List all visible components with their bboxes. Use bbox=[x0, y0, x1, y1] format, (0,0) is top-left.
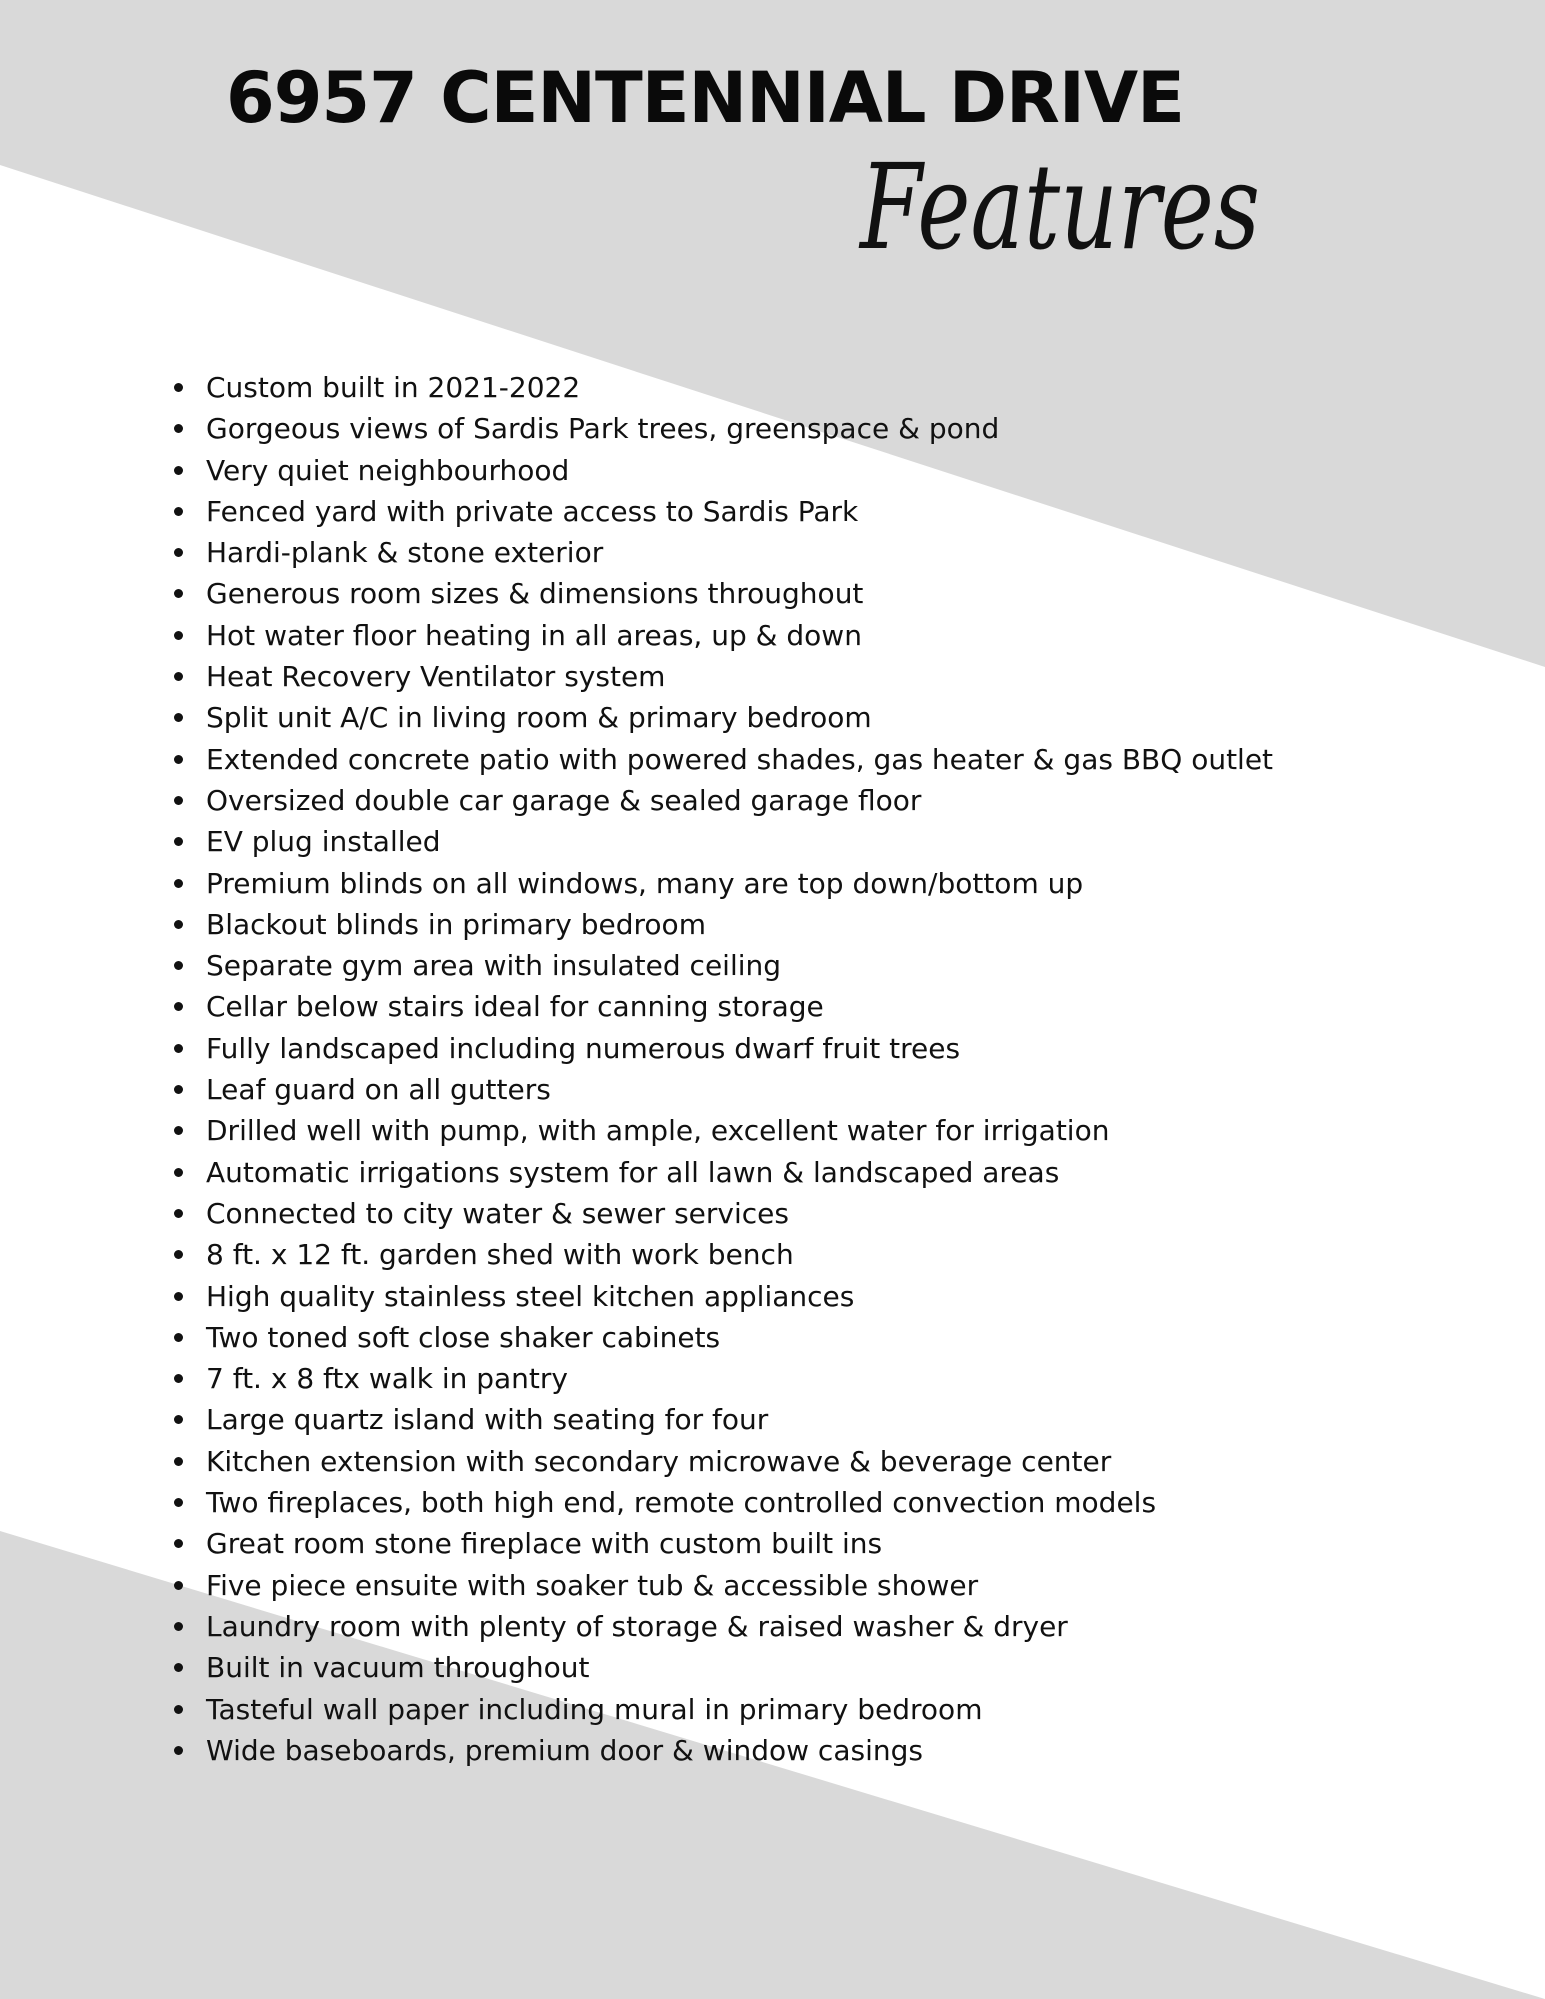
feature-text: Leaf guard on all gutters bbox=[206, 1073, 551, 1107]
feature-text: Tasteful wall paper including mural in primary bedroom bbox=[206, 1692, 983, 1726]
feature-item bbox=[163, 1730, 1273, 1771]
feature-item bbox=[163, 573, 1273, 614]
feature-item bbox=[163, 367, 1273, 408]
bullet-icon bbox=[174, 1663, 183, 1672]
bullet-icon bbox=[174, 1457, 183, 1466]
bullet-icon bbox=[174, 1209, 183, 1218]
bullet-icon bbox=[174, 383, 183, 392]
feature-item bbox=[163, 945, 1273, 986]
bullet-icon bbox=[174, 1415, 183, 1424]
bullet-icon bbox=[174, 961, 183, 970]
feature-text: Two toned soft close shaker cabinets bbox=[206, 1320, 721, 1354]
feature-text: Heat Recovery Ventilator system bbox=[206, 660, 666, 694]
feature-text: Blackout blinds in primary bedroom bbox=[206, 907, 706, 941]
feature-item bbox=[163, 1152, 1273, 1193]
bullet-icon bbox=[174, 755, 183, 764]
feature-item bbox=[163, 1689, 1273, 1730]
bullet-icon bbox=[174, 672, 183, 681]
feature-item bbox=[163, 863, 1273, 904]
feature-text: Five piece ensuite with soaker tub & accessible shower bbox=[206, 1568, 979, 1602]
bullet-icon bbox=[174, 1498, 183, 1507]
feature-text: Split unit A/C in living room & primary bedroom bbox=[206, 701, 872, 735]
bullet-icon bbox=[174, 1333, 183, 1342]
bullet-icon bbox=[174, 1085, 183, 1094]
feature-text: Fully landscaped including numerous dwarf fruit trees bbox=[206, 1031, 961, 1065]
feature-text: Kitchen extension with secondary microwave & beverage center bbox=[206, 1444, 1112, 1478]
feature-text: Hot water floor heating in all areas, up & down bbox=[206, 618, 862, 652]
bullet-icon bbox=[174, 1250, 183, 1259]
feature-item bbox=[163, 1565, 1273, 1606]
bullet-icon bbox=[174, 713, 183, 722]
script-heading-text: Features bbox=[858, 138, 1260, 276]
bullet-icon bbox=[174, 1002, 183, 1011]
bullet-icon bbox=[174, 631, 183, 640]
feature-text: Generous room sizes & dimensions throughout bbox=[206, 577, 864, 611]
feature-text: Hardi-plank & stone exterior bbox=[206, 536, 604, 570]
bullet-icon bbox=[174, 1746, 183, 1755]
feature-text: Premium blinds on all windows, many are top down/bottom up bbox=[206, 866, 1084, 900]
feature-text: Wide baseboards, premium door & window casings bbox=[206, 1733, 923, 1767]
feature-item bbox=[163, 739, 1273, 780]
feature-text: Connected to city water & sewer services bbox=[206, 1196, 789, 1230]
bullet-icon bbox=[174, 879, 183, 888]
feature-item bbox=[163, 1523, 1273, 1564]
feature-text: 7 ft. x 8 ftx walk in pantry bbox=[206, 1362, 568, 1396]
bullet-icon bbox=[174, 1168, 183, 1177]
feature-text: Drilled well with pump, with ample, excellent water for irrigation bbox=[206, 1114, 1110, 1148]
bullet-icon bbox=[174, 589, 183, 598]
feature-text: Very quiet neighbourhood bbox=[206, 453, 570, 487]
feature-item bbox=[163, 615, 1273, 656]
bullet-icon bbox=[174, 796, 183, 805]
bullet-icon bbox=[174, 1581, 183, 1590]
feature-text: Oversized double car garage & sealed garage floor bbox=[206, 783, 922, 817]
feature-item bbox=[163, 697, 1273, 738]
feature-item bbox=[163, 1441, 1273, 1482]
feature-item bbox=[163, 1234, 1273, 1275]
bullet-icon bbox=[174, 1705, 183, 1714]
feature-item bbox=[163, 450, 1273, 491]
feature-item bbox=[163, 532, 1273, 573]
feature-text: High quality stainless steel kitchen appliances bbox=[206, 1279, 855, 1313]
feature-text: Two fireplaces, both high end, remote controlled convection models bbox=[206, 1486, 1157, 1520]
feature-item bbox=[163, 656, 1273, 697]
feature-text: Separate gym area with insulated ceiling bbox=[206, 949, 782, 983]
feature-item bbox=[163, 1399, 1273, 1440]
feature-text: Cellar below stairs ideal for canning storage bbox=[206, 990, 824, 1024]
bullet-icon bbox=[174, 507, 183, 516]
feature-text: Custom built in 2021-2022 bbox=[206, 371, 581, 404]
feature-text: Large quartz island with seating for four bbox=[206, 1403, 769, 1437]
feature-text: 8 ft. x 12 ft. garden shed with work bench bbox=[206, 1238, 794, 1272]
feature-item bbox=[163, 1358, 1273, 1399]
bullet-icon bbox=[174, 1374, 183, 1383]
feature-text: Built in vacuum throughout bbox=[206, 1651, 590, 1685]
feature-item bbox=[163, 1606, 1273, 1647]
bullet-icon bbox=[174, 1044, 183, 1053]
bullet-icon bbox=[174, 548, 183, 557]
bullet-icon bbox=[174, 920, 183, 929]
bullet-icon bbox=[174, 1622, 183, 1631]
feature-item bbox=[163, 1110, 1273, 1151]
bullet-icon bbox=[174, 466, 183, 475]
feature-text: EV plug installed bbox=[206, 825, 441, 859]
feature-text: Laundry room with plenty of storage & raised washer & dryer bbox=[206, 1609, 1068, 1643]
feature-item bbox=[163, 491, 1273, 532]
feature-item bbox=[163, 821, 1273, 862]
feature-item bbox=[163, 1276, 1273, 1317]
bullet-icon bbox=[174, 424, 183, 433]
feature-text: Extended concrete patio with powered shades, gas heater & gas BBQ outlet bbox=[206, 742, 1274, 776]
feature-item bbox=[163, 408, 1273, 449]
script-heading bbox=[850, 120, 1270, 310]
bullet-icon bbox=[174, 837, 183, 846]
feature-item bbox=[163, 780, 1273, 821]
bullet-icon bbox=[174, 1126, 183, 1135]
feature-text: Great room stone fireplace with custom built ins bbox=[206, 1527, 883, 1561]
feature-item bbox=[163, 1482, 1273, 1523]
feature-list bbox=[163, 367, 1273, 1771]
feature-item bbox=[163, 904, 1273, 945]
feature-item bbox=[163, 986, 1273, 1027]
page-title: 6957 CENTENNIAL DRIVE bbox=[226, 57, 1184, 139]
feature-item bbox=[163, 1028, 1273, 1069]
bullet-icon bbox=[174, 1539, 183, 1548]
feature-text: Fenced yard with private access to Sardis Park bbox=[206, 494, 859, 528]
feature-item bbox=[163, 1069, 1273, 1110]
feature-text: Gorgeous views of Sardis Park trees, greenspace & pond bbox=[206, 412, 1000, 446]
feature-item bbox=[163, 1317, 1273, 1358]
bullet-icon bbox=[174, 1292, 183, 1301]
feature-text: Automatic irrigations system for all lawn & landscaped areas bbox=[206, 1155, 1060, 1189]
feature-item bbox=[163, 1647, 1273, 1688]
feature-item bbox=[163, 1193, 1273, 1234]
